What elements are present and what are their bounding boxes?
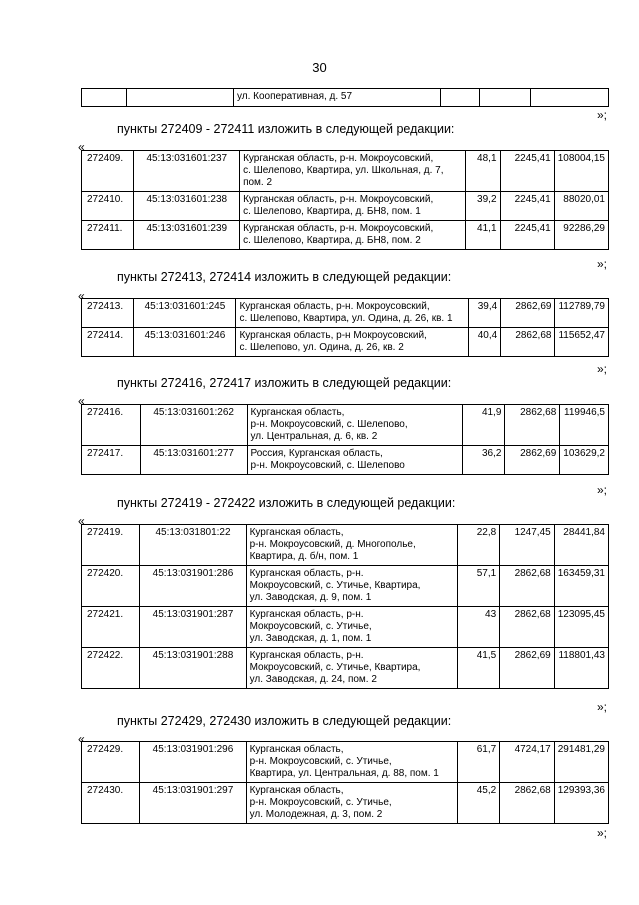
- cell-price: 2862,68: [500, 566, 555, 607]
- cell-total: 163459,31: [554, 566, 608, 607]
- cell-area: 57,1: [457, 566, 499, 607]
- quote-close: »;: [597, 700, 608, 714]
- cell-cadastral: 45:13:031801:22: [140, 525, 246, 566]
- table-row: [82, 192, 609, 221]
- cell-total: 129393,36: [554, 783, 608, 824]
- cell-total: 112789,79: [555, 299, 609, 328]
- cell-address: Курганская область, р-н. Мокроусовский, с. Утичье, Квартира, ул. Центральная, д. 88, пом. 1: [246, 742, 457, 783]
- section-heading: пункты 272429, 272430 изложить в следующей редакции:: [117, 714, 452, 728]
- cell-cadastral: 45:13:031901:297: [140, 783, 246, 824]
- cell-num: 272411.: [82, 221, 134, 250]
- cell-total: 28441,84: [554, 525, 608, 566]
- cell-price: 1247,45: [500, 525, 555, 566]
- cell-price: 2862,69: [505, 446, 560, 475]
- cell-total: [531, 89, 609, 107]
- cell-price: 4724,17: [500, 742, 555, 783]
- cell-address: Курганская область, р-н Мокроусовский, с. Шелепово, ул. Одина, д. 26, кв. 2: [236, 328, 468, 357]
- table-row: [82, 405, 609, 446]
- cell-area: [441, 89, 480, 107]
- cell-cadastral: 45:13:031601:238: [134, 192, 240, 221]
- cell-num: [82, 89, 127, 107]
- cell-cadastral: 45:13:031901:287: [140, 607, 246, 648]
- section-heading: пункты 272416, 272417 изложить в следующей редакции:: [117, 376, 452, 390]
- quote-close: »;: [597, 362, 608, 376]
- cell-address: Курганская область, р-н. Мокроусовский, с. Утичье, Квартира, ул. Заводская, д. 9, пом. 1: [246, 566, 457, 607]
- quote-close: »;: [597, 483, 608, 497]
- cell-total: 119946,5: [560, 405, 609, 446]
- cell-area: 41,1: [466, 221, 500, 250]
- cell-cadastral: 45:13:031601:246: [134, 328, 236, 357]
- cell-num: 272417.: [82, 446, 141, 475]
- quote-open: «: [78, 732, 85, 746]
- cell-num: 272409.: [82, 151, 134, 192]
- section-heading: пункты 272413, 272414 изложить в следующей редакции:: [117, 270, 452, 284]
- cell-area: 22,8: [457, 525, 499, 566]
- cell-address: Курганская область, р-н. Мокроусовский, с. Шелепово, Квартира, д. БН8, пом. 2: [240, 221, 466, 250]
- cell-address: Курганская область, р-н. Мокроусовский, с. Шелепово, Квартира, ул. Школьная, д. 7, пом. 2: [240, 151, 466, 192]
- cell-area: 45,2: [457, 783, 499, 824]
- cell-num: 272429.: [82, 742, 140, 783]
- quote-open: «: [78, 394, 85, 408]
- top-row-table: [81, 88, 609, 107]
- cell-cadastral: 45:13:031601:262: [140, 405, 247, 446]
- cell-price: 2862,69: [500, 648, 555, 689]
- table-row: [82, 525, 609, 566]
- cell-address: Курганская область, р-н. Мокроусовский, д. Многополье, Квартира, д. б/н, пом. 1: [246, 525, 457, 566]
- cell-cadastral: 45:13:031601:277: [140, 446, 247, 475]
- cell-total: 118801,43: [554, 648, 608, 689]
- quote-close: »;: [597, 108, 608, 122]
- cell-cad: [127, 89, 234, 107]
- cell-total: 88020,01: [554, 192, 608, 221]
- cell-area: 39,4: [468, 299, 501, 328]
- cell-area: 48,1: [466, 151, 500, 192]
- cell-address: Курганская область, р-н. Мокроусовский, с. Шелепово, Квартира, д. БН8, пом. 1: [240, 192, 466, 221]
- cell-address: Россия, Курганская область, р-н. Мокроусовский, с. Шелепово: [247, 446, 462, 475]
- table-row: [82, 328, 609, 357]
- cell-area: 40,4: [468, 328, 501, 357]
- cell-num: 272419.: [82, 525, 140, 566]
- data-table: [81, 150, 609, 250]
- table-row: [82, 607, 609, 648]
- table-row: [82, 89, 609, 107]
- cell-num: 272413.: [82, 299, 134, 328]
- cell-address: Курганская область, р-н. Мокроусовский, с. Шелепово, ул. Центральная, д. 6, кв. 2: [247, 405, 462, 446]
- cell-cadastral: 45:13:031601:237: [134, 151, 240, 192]
- cell-num: 272414.: [82, 328, 134, 357]
- cell-cadastral: 45:13:031901:288: [140, 648, 246, 689]
- quote-close: »;: [597, 826, 608, 840]
- cell-cadastral: 45:13:031901:286: [140, 566, 246, 607]
- cell-price: 2862,68: [500, 783, 555, 824]
- cell-price: 2862,69: [501, 299, 555, 328]
- cell-address: Курганская область, р-н. Мокроусовский, с. Утичье, ул. Молодежная, д. 3, пом. 2: [246, 783, 457, 824]
- cell-price: 2862,68: [501, 328, 555, 357]
- cell-cadastral: 45:13:031901:296: [140, 742, 246, 783]
- data-table: [81, 741, 609, 824]
- cell-total: 123095,45: [554, 607, 608, 648]
- data-table: [81, 404, 609, 475]
- cell-area: 41,5: [457, 648, 499, 689]
- cell-area: 41,9: [462, 405, 505, 446]
- cell-price: 2245,41: [500, 151, 554, 192]
- table-row: [82, 151, 609, 192]
- cell-address: Курганская область, р-н. Мокроусовский, с. Утичье, ул. Заводская, д. 1, пом. 1: [246, 607, 457, 648]
- quote-open: «: [78, 140, 85, 154]
- section-heading: пункты 272409 - 272411 изложить в следующей редакции:: [117, 122, 455, 136]
- cell-total: 103629,2: [560, 446, 609, 475]
- quote-open: «: [78, 514, 85, 528]
- cell-price: [480, 89, 531, 107]
- quote-open: «: [78, 289, 85, 303]
- cell-address: Курганская область, р-н. Мокроусовский, с. Утичье, Квартира, ул. Заводская, д. 24, пом. 2: [246, 648, 457, 689]
- cell-cadastral: 45:13:031601:245: [134, 299, 236, 328]
- cell-price: 2245,41: [500, 192, 554, 221]
- section-heading: пункты 272419 - 272422 изложить в следующей редакции:: [117, 496, 456, 510]
- page-number: 30: [312, 60, 327, 75]
- table-row: [82, 299, 609, 328]
- cell-num: 272421.: [82, 607, 140, 648]
- cell-total: 92286,29: [554, 221, 608, 250]
- cell-total: 291481,29: [554, 742, 608, 783]
- table-row: [82, 783, 609, 824]
- cell-num: 272410.: [82, 192, 134, 221]
- table-row: [82, 742, 609, 783]
- cell-area: 39,2: [466, 192, 500, 221]
- data-table: [81, 298, 609, 357]
- cell-total: 108004,15: [554, 151, 608, 192]
- cell-address: Курганская область, р-н. Мокроусовский, с. Шелепово, Квартира, ул. Одина, д. 26, кв. 1: [236, 299, 468, 328]
- cell-total: 115652,47: [555, 328, 609, 357]
- cell-num: 272416.: [82, 405, 141, 446]
- table-row: [82, 648, 609, 689]
- cell-address: ул. Кооперативная, д. 57: [234, 89, 441, 107]
- table-row: [82, 221, 609, 250]
- cell-num: 272422.: [82, 648, 140, 689]
- cell-num: 272430.: [82, 783, 140, 824]
- data-table: [81, 524, 609, 689]
- cell-price: 2245,41: [500, 221, 554, 250]
- cell-num: 272420.: [82, 566, 140, 607]
- table-row: [82, 566, 609, 607]
- cell-cadastral: 45:13:031601:239: [134, 221, 240, 250]
- cell-price: 2862,68: [505, 405, 560, 446]
- cell-price: 2862,68: [500, 607, 555, 648]
- table-row: [82, 446, 609, 475]
- cell-area: 43: [457, 607, 499, 648]
- cell-area: 36,2: [462, 446, 505, 475]
- quote-close: »;: [597, 257, 608, 271]
- cell-area: 61,7: [457, 742, 499, 783]
